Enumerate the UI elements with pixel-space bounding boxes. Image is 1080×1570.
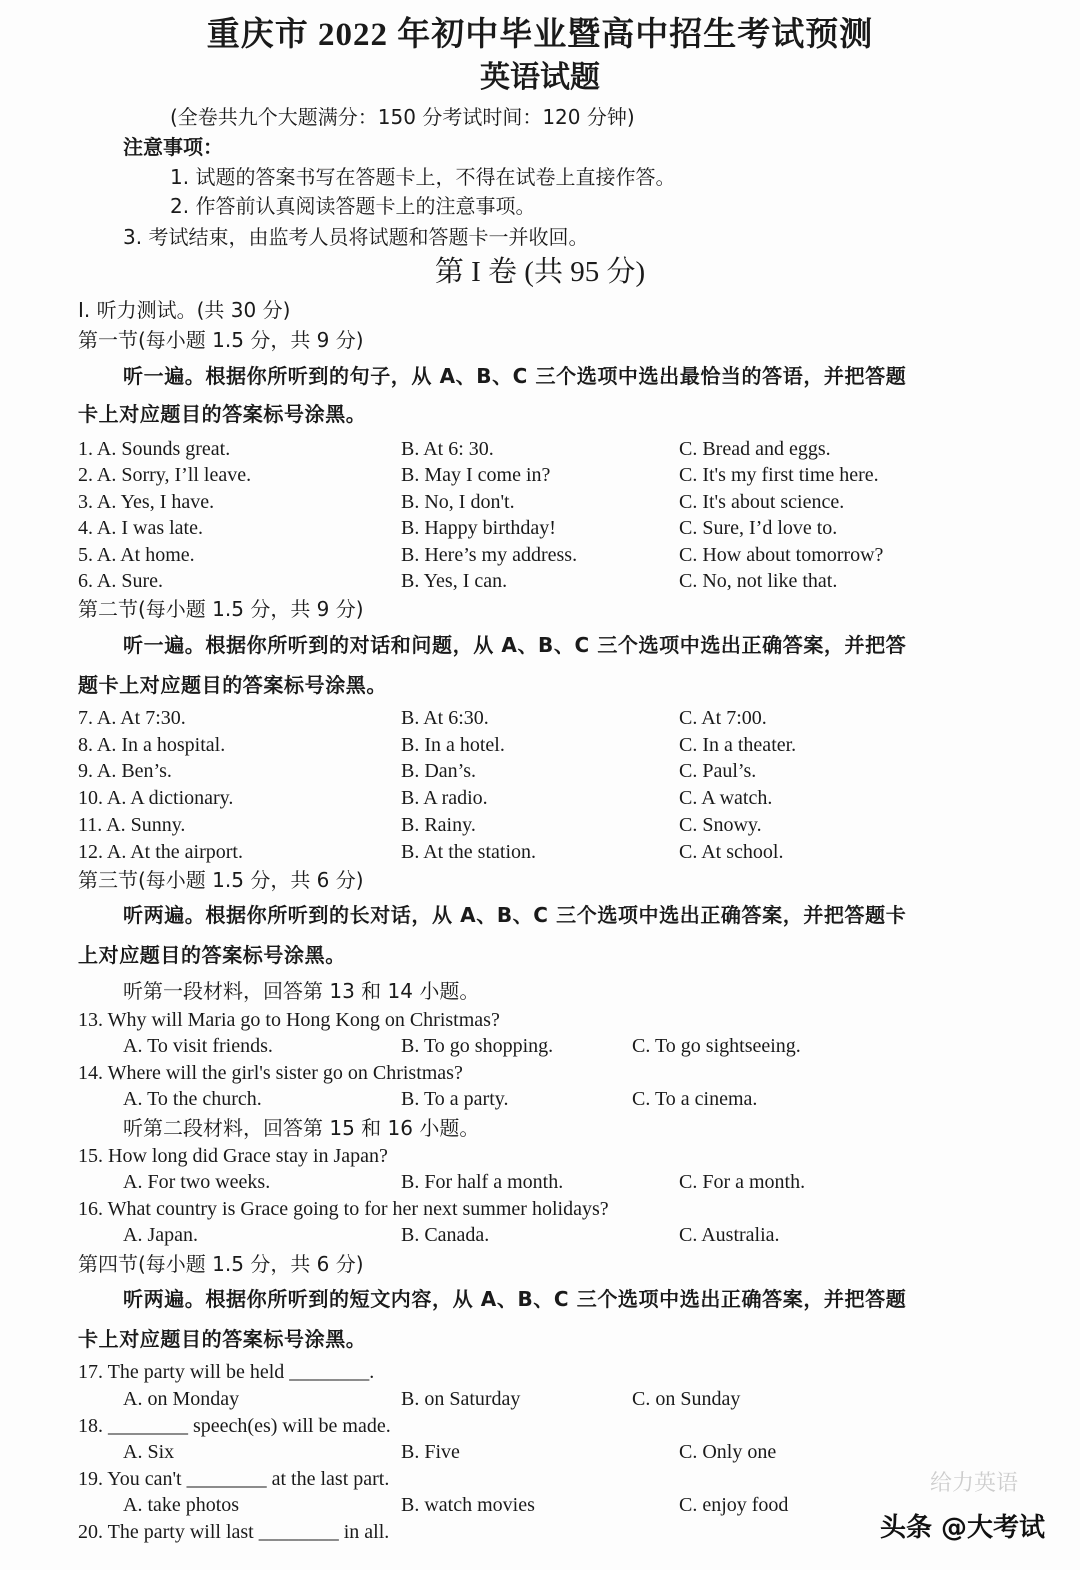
answer-option: B. In a hotel. (401, 734, 505, 756)
answer-option: C. Only one (679, 1441, 777, 1463)
answer-option: A. To visit friends. (123, 1035, 273, 1057)
answer-option: B. Canada. (401, 1224, 490, 1246)
instruction: 听一遍。根据你所听到的对话和问题，从 A、B、C 三个选项中选出正确答案，并把答 (123, 633, 907, 657)
answer-option: A. To the church. (123, 1088, 262, 1110)
answer-option: 5. A. At home. (78, 544, 195, 566)
question-stem: 16. What country is Grace going to for her next summer holidays? (78, 1198, 609, 1220)
instruction: 卡上对应题目的答案标号涂黑。 (78, 1327, 367, 1351)
answer-option: B. At 6: 30. (401, 438, 494, 460)
answer-option: B. Rainy. (401, 814, 476, 836)
instruction: 上对应题目的答案标号涂黑。 (78, 943, 346, 967)
answer-option: B. At the station. (401, 841, 536, 863)
question-stem: 18. ________ speech(es) will be made. (78, 1415, 391, 1437)
section-heading: 第一节(每小题 1.5 分，共 9 分) (78, 328, 364, 352)
answer-option: C. Sure, I’d love to. (679, 517, 838, 539)
answer-option: 12. A. At the airport. (78, 841, 243, 863)
exam-subtitle: 英语试题 (480, 61, 600, 94)
answer-option: B. Happy birthday! (401, 517, 556, 539)
answer-option: C. It's about science. (679, 491, 845, 513)
answer-option: C. Australia. (679, 1224, 780, 1246)
answer-option: 9. A. Ben’s. (78, 760, 172, 782)
answer-option: B. No, I don't. (401, 491, 515, 513)
answer-option: 11. A. Sunny. (78, 814, 186, 836)
question-stem: 20. The party will last ________ in all. (78, 1521, 390, 1543)
notice-heading: 注意事项： (123, 135, 223, 159)
answer-option: A. For two weeks. (123, 1171, 271, 1193)
answer-option: C. At 7:00. (679, 707, 767, 729)
answer-option: A. on Monday (123, 1388, 240, 1410)
answer-option: C. on Sunday (632, 1388, 741, 1410)
answer-option: C. At school. (679, 841, 784, 863)
notice-item: 1. 试题的答案书写在答题卡上，不得在试卷上直接作答。 (170, 165, 676, 189)
material-label: 听第一段材料，回答第 13 和 14 小题。 (123, 979, 480, 1003)
answer-option: B. At 6:30. (401, 707, 489, 729)
answer-option: 7. A. At 7:30. (78, 707, 186, 729)
answer-option: B. watch movies (401, 1494, 535, 1516)
answer-option: B. To a party. (401, 1088, 509, 1110)
answer-option: B. Here’s my address. (401, 544, 578, 566)
answer-option: B. To go shopping. (401, 1035, 554, 1057)
answer-option: A. Japan. (123, 1224, 198, 1246)
material-label: 听第二段材料，回答第 15 和 16 小题。 (123, 1116, 480, 1140)
answer-option: C. For a month. (679, 1171, 806, 1193)
exam-title: 重庆市 2022 年初中毕业暨高中招生考试预测 (206, 17, 874, 53)
answer-option: A. Six (123, 1441, 175, 1463)
part-title: 第 I 卷 (共 95 分) (434, 256, 646, 288)
question-stem: 19. You can't ________ at the last part. (78, 1468, 390, 1490)
section-heading: 第二节(每小题 1.5 分，共 9 分) (78, 597, 364, 621)
answer-option: 1. A. Sounds great. (78, 438, 231, 460)
section-heading: I. 听力测试。(共 30 分) (78, 298, 291, 322)
watermark-faint: 给力英语 (930, 1471, 1019, 1496)
answer-option: C. How about tomorrow? (679, 544, 884, 566)
answer-option: C. Paul’s. (679, 760, 757, 782)
answer-option: B. Dan’s. (401, 760, 476, 782)
answer-option: B. on Saturday (401, 1388, 521, 1410)
answer-option: B. A radio. (401, 787, 488, 809)
instruction: 听一遍。根据你所听到的句子，从 A、B、C 三个选项中选出最恰当的答语，并把答题 (123, 364, 907, 388)
answer-option: C. To go sightseeing. (632, 1035, 801, 1057)
answer-option: C. In a theater. (679, 734, 797, 756)
answer-option: C. Snowy. (679, 814, 762, 836)
answer-option: 4. A. I was late. (78, 517, 203, 539)
instruction: 题卡上对应题目的答案标号涂黑。 (78, 673, 387, 697)
question-stem: 14. Where will the girl's sister go on Christmas? (78, 1062, 463, 1084)
question-stem: 17. The party will be held ________. (78, 1361, 375, 1383)
answer-option: C. A watch. (679, 787, 773, 809)
notice-item: 2. 作答前认真阅读答题卡上的注意事项。 (170, 194, 536, 218)
answer-option: B. For half a month. (401, 1171, 564, 1193)
answer-option: C. To a cinema. (632, 1088, 758, 1110)
answer-option: C. No, not like that. (679, 570, 838, 592)
exam-info: (全卷共九个大题满分：150 分考试时间：120 分钟) (170, 105, 635, 129)
instruction: 听两遍。根据你所听到的长对话，从 A、B、C 三个选项中选出正确答案，并把答题卡 (123, 903, 907, 927)
section-heading: 第三节(每小题 1.5 分，共 6 分) (78, 868, 364, 892)
watermark: 头条 @大考试 (880, 1513, 1046, 1543)
answer-option: 2. A. Sorry, I’ll leave. (78, 464, 252, 486)
answer-option: 3. A. Yes, I have. (78, 491, 215, 513)
answer-option: 8. A. In a hospital. (78, 734, 226, 756)
instruction: 听两遍。根据你所听到的短文内容，从 A、B、C 三个选项中选出正确答案，并把答题 (123, 1287, 907, 1311)
answer-option: 6. A. Sure. (78, 570, 163, 592)
section-heading: 第四节(每小题 1.5 分，共 6 分) (78, 1252, 364, 1276)
question-stem: 15. How long did Grace stay in Japan? (78, 1145, 388, 1167)
answer-option: B. May I come in? (401, 464, 551, 486)
answer-option: B. Five (401, 1441, 460, 1463)
instruction: 卡上对应题目的答案标号涂黑。 (78, 402, 367, 426)
answer-option: A. take photos (123, 1494, 240, 1516)
notice-item: 3. 考试结束，由监考人员将试题和答题卡一并收回。 (123, 225, 589, 249)
answer-option: 10. A. A dictionary. (78, 787, 234, 809)
question-stem: 13. Why will Maria go to Hong Kong on Christmas? (78, 1009, 500, 1031)
answer-option: C. enjoy food (679, 1494, 789, 1516)
answer-option: C. It's my first time here. (679, 464, 879, 486)
answer-option: B. Yes, I can. (401, 570, 508, 592)
answer-option: C. Bread and eggs. (679, 438, 831, 460)
